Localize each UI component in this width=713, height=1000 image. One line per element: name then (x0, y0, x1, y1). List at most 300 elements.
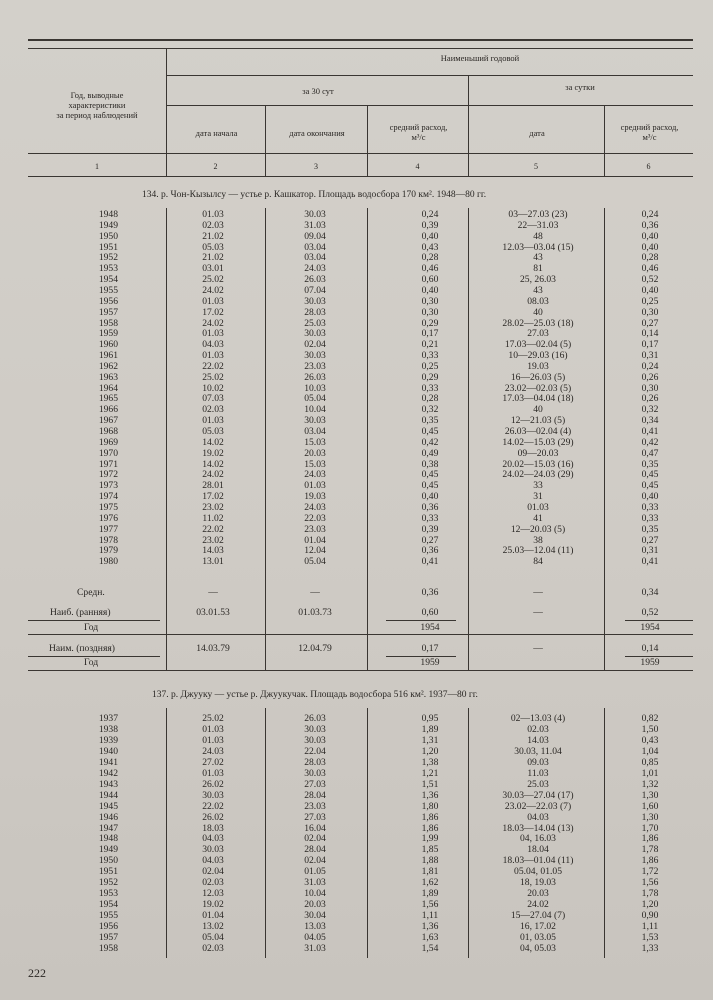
cell-end-date: 31.03 (304, 877, 326, 889)
cell-end-date: 30.03 (304, 295, 326, 307)
cell-end-date: 30.03 (304, 767, 326, 779)
cell-date: 25.03—12.04 (11) (502, 545, 574, 557)
cell-end-date: 26.03 (304, 713, 326, 724)
cell-mean-day: 0,43 (641, 734, 659, 746)
cell-year: 1958 (98, 317, 118, 329)
table-row (0, 297, 713, 308)
cell-start-date: 01.03 (202, 328, 224, 340)
cell-date: 81 (533, 263, 543, 275)
cell-mean-day: 0,31 (641, 350, 659, 362)
cell-mean-day: 0,41 (641, 426, 659, 437)
cell-start-date: 24.02 (202, 317, 224, 329)
cell-year: 1952 (98, 877, 118, 889)
cell-year: 1944 (98, 789, 118, 801)
cell-mean-30: 0,46 (421, 263, 439, 275)
col-number-4: 4 (415, 162, 420, 171)
cell-year: 1954 (98, 899, 118, 911)
cell-mean-day: 0,42 (641, 436, 659, 448)
cell-year: 1953 (98, 263, 118, 275)
cell-end-date: 30.03 (304, 734, 326, 746)
cell-mean-30: 0,35 (421, 415, 439, 427)
cell-end-date: 07.04 (304, 284, 326, 296)
cell-end-date: 24.03 (304, 263, 326, 275)
header-end-date: дата окончания (289, 128, 345, 138)
cell-date: 17.03—04.04 (18) (502, 393, 574, 405)
cell-mean-30: 1,88 (421, 855, 439, 867)
cell-end-date: 31.03 (304, 219, 326, 231)
cell-year: 1948 (98, 833, 118, 845)
cell-start-date: 04.03 (202, 855, 224, 867)
cell-mean-day: 0,24 (641, 360, 659, 372)
table-row (0, 525, 713, 536)
cell-mean-30: 0,17 (421, 328, 439, 340)
cell-end-date: 01.05 (304, 866, 326, 878)
cell-mean-30: 0,28 (421, 252, 439, 264)
cell-start-date: 23.02 (202, 501, 224, 513)
cell-mean-day: 1,32 (641, 778, 659, 790)
max-value-30: 0,60 (421, 607, 439, 618)
cell-date: 41 (533, 512, 543, 524)
header-group-title: Наименьший годовой (440, 53, 520, 63)
cell-mean-day: 0,30 (641, 382, 659, 394)
min-date: — (533, 643, 543, 654)
cell-date: 38 (533, 534, 543, 546)
cell-year: 1974 (98, 491, 118, 503)
cell-date: 12—21.03 (5) (510, 415, 566, 427)
cell-start-date: 22.02 (202, 360, 224, 372)
cell-start-date: 02.03 (202, 219, 224, 231)
cell-date: 40 (533, 306, 543, 318)
cell-year: 1972 (98, 469, 118, 481)
cell-mean-day: 0,26 (641, 393, 659, 405)
cell-year: 1964 (98, 382, 118, 394)
cell-mean-day: 0,31 (641, 545, 659, 557)
cell-year: 1940 (98, 745, 118, 757)
cell-mean-30: 0,33 (421, 382, 439, 394)
max-block-rule (28, 634, 693, 635)
cell-start-date: 01.03 (202, 209, 224, 220)
cell-mean-30: 0,43 (421, 241, 439, 253)
cell-date: 22—31.03 (517, 219, 559, 231)
cell-end-date: 23.03 (304, 360, 326, 372)
cell-end-date: 02.04 (304, 855, 326, 867)
cell-mean-day: 1,33 (641, 942, 659, 954)
cell-end-date: 28.04 (304, 789, 326, 801)
cell-start-date: 25.02 (202, 713, 224, 724)
cell-start-date: 21.02 (202, 230, 224, 242)
page-number: 222 (28, 966, 46, 980)
cell-end-date: 02.04 (304, 339, 326, 351)
s2-vline-2 (265, 708, 266, 958)
cell-year: 1979 (98, 545, 118, 557)
cell-end-date: 30.03 (304, 415, 326, 427)
cell-end-date: 30.03 (304, 328, 326, 340)
cell-end-date: 03.04 (304, 426, 326, 437)
mean-date: — (533, 587, 543, 598)
min-label: Наим. (поздняя) (49, 643, 115, 654)
cell-end-date: 28.03 (304, 756, 326, 768)
cell-date: 16—26.03 (5) (510, 371, 566, 383)
header-rule-2 (28, 48, 693, 49)
cell-date: 12—20.03 (5) (510, 523, 566, 535)
cell-mean-day: 0,26 (641, 371, 659, 383)
cell-mean-day: 0,14 (641, 328, 659, 340)
cell-mean-30: 0,41 (421, 556, 439, 568)
cell-date: 03—27.03 (23) (508, 209, 568, 220)
cell-start-date: 25.02 (202, 371, 224, 383)
cell-date: 20.03 (527, 888, 549, 900)
cell-start-date: 02.03 (202, 877, 224, 889)
cell-date: 12.03—03.04 (15) (502, 241, 574, 253)
cell-date: 23.02—02.03 (5) (504, 382, 572, 394)
cell-year: 1971 (98, 458, 118, 470)
cell-end-date: 27.03 (304, 778, 326, 790)
header-mean-day: средний расход, м³/с (620, 122, 679, 142)
cell-mean-day: 1,72 (641, 866, 659, 878)
cell-start-date: 17.02 (202, 306, 224, 318)
cell-mean-30: 0,36 (421, 545, 439, 557)
cell-mean-30: 0,38 (421, 458, 439, 470)
cell-end-date: 27.03 (304, 811, 326, 823)
cell-year: 1966 (98, 404, 118, 416)
cell-mean-30: 1,86 (421, 811, 439, 823)
cell-year: 1949 (98, 219, 118, 231)
subgroup-rule (166, 105, 693, 106)
cell-start-date: 14.02 (202, 436, 224, 448)
cell-date: 30.03, 11.04 (514, 745, 562, 757)
cell-mean-30: 0,40 (421, 284, 439, 296)
cell-mean-30: 0,45 (421, 469, 439, 481)
s1-vline-4 (468, 208, 469, 670)
cell-end-date: 20.03 (304, 447, 326, 459)
cell-start-date: 01.03 (202, 767, 224, 779)
max-year-label: Год (84, 622, 99, 633)
cell-mean-30: 0,30 (421, 306, 439, 318)
cell-date: 02.03 (527, 723, 549, 735)
cell-mean-day: 0,40 (641, 230, 659, 242)
table-row (0, 802, 713, 813)
cell-date: 09.03 (527, 756, 549, 768)
table-row (0, 791, 713, 802)
cell-mean-day: 0,27 (641, 317, 659, 329)
cell-mean-day: 1,78 (641, 888, 659, 900)
cell-year: 1951 (98, 241, 118, 253)
cell-start-date: 04.03 (202, 833, 224, 845)
header-per-day: за сутки (565, 82, 595, 92)
cell-start-date: 23.02 (202, 534, 224, 546)
s2-vline-1 (166, 708, 167, 958)
cell-date: 11.03 (527, 767, 549, 779)
cell-mean-30: 1,36 (421, 789, 439, 801)
mean-start: — (208, 587, 218, 598)
cell-mean-day: 0,35 (641, 523, 659, 535)
max-year-30: 1954 (420, 622, 440, 633)
s2-vline-3 (367, 708, 368, 958)
cell-mean-30: 0,33 (421, 350, 439, 362)
cell-date: 19.03 (527, 360, 549, 372)
header-date: дата (529, 128, 545, 138)
mean-value-day: 0,34 (641, 587, 659, 598)
col-number-1: 1 (95, 162, 99, 171)
cell-mean-day: 0,41 (641, 556, 659, 568)
table-row (0, 813, 713, 824)
cell-date: 04, 05.03 (520, 942, 556, 954)
cell-mean-day: 0,40 (641, 491, 659, 503)
table-row (0, 232, 713, 243)
cell-mean-day: 1,50 (641, 723, 659, 735)
cell-mean-day: 0,36 (641, 219, 659, 231)
col-number-2: 2 (213, 162, 218, 171)
vline-4 (468, 75, 469, 176)
cell-mean-day: 0,30 (641, 306, 659, 318)
cell-mean-30: 0,39 (421, 219, 439, 231)
cell-mean-day: 0,33 (641, 501, 659, 513)
cell-start-date: 02.04 (202, 866, 224, 878)
cell-mean-30: 0,45 (421, 426, 439, 437)
cell-start-date: 01.03 (202, 295, 224, 307)
cell-year: 1937 (98, 713, 118, 724)
cell-year: 1960 (98, 339, 118, 351)
cell-year: 1950 (98, 855, 118, 867)
cell-date: 24.02—24.03 (29) (502, 469, 574, 481)
cell-start-date: 28.01 (202, 480, 224, 492)
cell-year: 1955 (98, 910, 118, 922)
cell-start-date: 01.03 (202, 415, 224, 427)
mean-value-30: 0,36 (421, 587, 439, 598)
cell-end-date: 15.03 (304, 436, 326, 448)
cell-end-date: 22.04 (304, 745, 326, 757)
cell-mean-day: 0,33 (641, 512, 659, 524)
cell-start-date: 13.02 (202, 921, 224, 933)
cell-end-date: 01.04 (304, 534, 326, 546)
cell-mean-day: 0,47 (641, 447, 659, 459)
section-title-137: 137. р. Джууку — устье р. Джуукучак. Площадь водосбора 516 км². 1937—80 гг. (152, 690, 478, 700)
cell-date: 25, 26.03 (520, 274, 556, 286)
cell-year: 1957 (98, 932, 118, 943)
cell-start-date: 22.02 (202, 800, 224, 812)
cell-start-date: 12.03 (202, 888, 224, 900)
cell-mean-30: 0,42 (421, 436, 439, 448)
cell-mean-30: 1,86 (421, 822, 439, 834)
cell-date: 14.03 (527, 734, 549, 746)
s1-vline-1 (166, 208, 167, 670)
table-row (0, 769, 713, 780)
cell-year: 1958 (98, 942, 118, 954)
mean-end: — (310, 587, 320, 598)
min-value-day: 0,14 (641, 643, 659, 654)
cell-mean-day: 1,56 (641, 877, 659, 889)
cell-start-date: 13.01 (202, 556, 224, 568)
table-row (0, 944, 713, 955)
cell-mean-30: 1,63 (421, 932, 439, 943)
cell-start-date: 27.02 (202, 756, 224, 768)
cell-date: 43 (533, 284, 543, 296)
cell-mean-30: 0,32 (421, 404, 439, 416)
cell-mean-day: 0,35 (641, 458, 659, 470)
col-number-6: 6 (646, 162, 651, 171)
cell-mean-30: 1,62 (421, 877, 439, 889)
cell-mean-day: 1,30 (641, 789, 659, 801)
cell-year: 1941 (98, 756, 118, 768)
cell-end-date: 23.03 (304, 523, 326, 535)
cell-date: 16, 17.02 (520, 921, 556, 933)
group-rule (166, 75, 693, 76)
cell-mean-day: 0,45 (641, 480, 659, 492)
s2-vline-4 (468, 708, 469, 958)
cell-date: 18.04 (527, 844, 549, 856)
cell-mean-30: 0,25 (421, 360, 439, 372)
cell-mean-30: 0,33 (421, 512, 439, 524)
cell-start-date: 19.02 (202, 447, 224, 459)
cell-mean-30: 1,85 (421, 844, 439, 856)
cell-year: 1948 (98, 209, 118, 220)
cell-year: 1959 (98, 328, 118, 340)
cell-date: 31 (533, 491, 543, 503)
cell-mean-day: 1,53 (641, 932, 659, 943)
cell-start-date: 02.03 (202, 404, 224, 416)
cell-mean-day: 0,32 (641, 404, 659, 416)
header-bottom-rule (28, 153, 693, 154)
cell-date: 18.03—14.04 (13) (502, 822, 574, 834)
max-underline-day (625, 620, 693, 621)
cell-date: 14.02—15.03 (29) (502, 436, 574, 448)
cell-mean-day: 0,17 (641, 339, 659, 351)
min-block-rule (28, 670, 693, 671)
s1-vline-3 (367, 208, 368, 670)
cell-date: 28.02—25.03 (18) (502, 317, 574, 329)
cell-date: 04, 16.03 (520, 833, 556, 845)
cell-end-date: 23.03 (304, 800, 326, 812)
cell-date: 05.04, 01.05 (514, 866, 562, 878)
header-year-column: Год, выводные характеристики за период наблюдений (56, 90, 138, 120)
cell-end-date: 24.03 (304, 469, 326, 481)
cell-year: 1961 (98, 350, 118, 362)
cell-year: 1953 (98, 888, 118, 900)
cell-date: 10—29.03 (16) (508, 350, 568, 362)
cell-date: 18.03—01.04 (11) (502, 855, 574, 867)
cell-mean-30: 0,21 (421, 339, 439, 351)
max-underline-left (28, 620, 160, 621)
cell-year: 1943 (98, 778, 118, 790)
col-number-5: 5 (534, 162, 538, 171)
cell-start-date: 21.02 (202, 252, 224, 264)
table-row (0, 557, 713, 568)
cell-mean-day: 1,60 (641, 800, 659, 812)
cell-start-date: 02.03 (202, 942, 224, 954)
cell-start-date: 26.02 (202, 778, 224, 790)
cell-end-date: 12.04 (304, 545, 326, 557)
cell-year: 1939 (98, 734, 118, 746)
cell-year: 1968 (98, 426, 118, 437)
header-top-rule (28, 39, 693, 41)
cell-start-date: 19.02 (202, 899, 224, 911)
max-label: Наиб. (ранняя) (50, 607, 111, 618)
cell-start-date: 01.03 (202, 723, 224, 735)
max-underline-30 (386, 620, 456, 621)
cell-date: 33 (533, 480, 543, 492)
cell-mean-day: 1,86 (641, 833, 659, 845)
table-row (0, 780, 713, 791)
table-row (0, 514, 713, 525)
cell-start-date: 14.02 (202, 458, 224, 470)
cell-end-date: 20.03 (304, 899, 326, 911)
cell-date: 01, 03.05 (520, 932, 556, 943)
cell-start-date: 11.02 (202, 512, 224, 524)
cell-end-date: 16.04 (304, 822, 326, 834)
cell-start-date: 01.03 (202, 350, 224, 362)
cell-start-date: 14.03 (202, 545, 224, 557)
min-start: 14.03.79 (196, 643, 230, 654)
cell-mean-30: 0,27 (421, 534, 439, 546)
cell-date: 01.03 (527, 501, 549, 513)
cell-end-date: 04.05 (304, 932, 326, 943)
cell-mean-day: 0,24 (641, 209, 659, 220)
cell-date: 17.03—02.04 (5) (504, 339, 572, 351)
cell-mean-30: 0,28 (421, 393, 439, 405)
cell-mean-day: 0,34 (641, 415, 659, 427)
cell-mean-day: 1,01 (641, 767, 659, 779)
cell-start-date: 05.03 (202, 241, 224, 253)
cell-end-date: 10.03 (304, 382, 326, 394)
cell-mean-day: 0,52 (641, 274, 659, 286)
table-row (0, 758, 713, 769)
cell-year: 1946 (98, 811, 118, 823)
cell-end-date: 05.04 (304, 393, 326, 405)
min-year-day: 1959 (640, 657, 660, 668)
cell-date: 02—13.03 (4) (510, 713, 566, 724)
cell-end-date: 25.03 (304, 317, 326, 329)
cell-year: 1962 (98, 360, 118, 372)
cell-end-date: 30.03 (304, 209, 326, 220)
cell-year: 1945 (98, 800, 118, 812)
cell-mean-day: 0,25 (641, 295, 659, 307)
cell-year: 1973 (98, 480, 118, 492)
cell-year: 1957 (98, 306, 118, 318)
cell-end-date: 10.04 (304, 888, 326, 900)
cell-date: 04.03 (527, 811, 549, 823)
cell-mean-30: 0,29 (421, 317, 439, 329)
cell-year: 1955 (98, 284, 118, 296)
cell-date: 26.03—02.04 (4) (504, 426, 572, 437)
cell-mean-30: 0,49 (421, 447, 439, 459)
cell-start-date: 22.02 (202, 523, 224, 535)
cell-date: 15—27.04 (7) (510, 910, 566, 922)
numbers-bottom-rule (28, 176, 693, 177)
cell-mean-30: 1,89 (421, 723, 439, 735)
section-title-134: 134. р. Чон-Кызылсу — устье р. Кашкатор. Площадь водосбора 170 км². 1948—80 гг. (142, 190, 487, 200)
table-row (0, 308, 713, 319)
max-end: 01.03.73 (298, 607, 332, 618)
cell-mean-30: 1,38 (421, 756, 439, 768)
cell-end-date: 19.03 (304, 491, 326, 503)
min-value-30: 0,17 (421, 643, 439, 654)
cell-year: 1954 (98, 274, 118, 286)
cell-mean-30: 0,95 (421, 713, 439, 724)
cell-start-date: 10.02 (202, 382, 224, 394)
cell-mean-day: 1,78 (641, 844, 659, 856)
cell-year: 1956 (98, 295, 118, 307)
cell-date: 27.03 (527, 328, 549, 340)
cell-start-date: 24.03 (202, 745, 224, 757)
cell-end-date: 15.03 (304, 458, 326, 470)
cell-mean-30: 1,99 (421, 833, 439, 845)
cell-mean-30: 0,60 (421, 274, 439, 286)
cell-end-date: 02.04 (304, 833, 326, 845)
max-value-day: 0,52 (641, 607, 659, 618)
cell-end-date: 24.03 (304, 501, 326, 513)
s2-vline-5 (604, 708, 605, 958)
cell-date: 23.02—22.03 (7) (504, 800, 572, 812)
